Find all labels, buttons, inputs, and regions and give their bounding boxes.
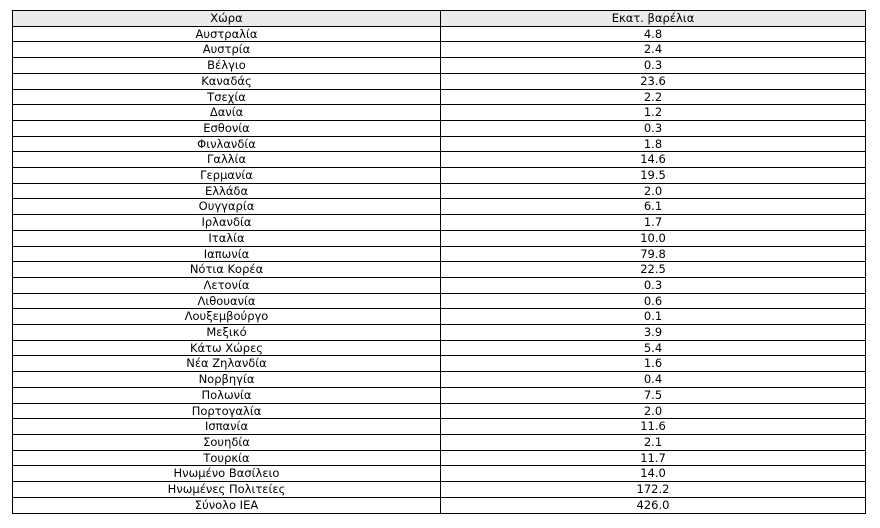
cell-country: Ουγγαρία [13,199,441,215]
table-row [13,466,866,482]
cell-country: Κάτω Χώρες [13,340,441,356]
table-row [13,73,866,89]
cell-country: Εσθονία [13,120,441,136]
cell-million-barrels: 14.0 [441,466,866,482]
table-row [13,497,866,513]
table-row [13,168,866,184]
cell-country: Ηνωμένες Πολιτείες [13,482,441,498]
cell-country: Πολωνία [13,387,441,403]
table-row [13,450,866,466]
column-header-million-barrels: Εκατ. βαρέλια [441,11,866,27]
data-table-container [12,10,865,514]
cell-country: Τουρκία [13,450,441,466]
cell-million-barrels: 3.9 [441,325,866,341]
table-row [13,387,866,403]
cell-country: Καναδάς [13,73,441,89]
cell-country: Σουηδία [13,434,441,450]
cell-country: Ισπανία [13,419,441,435]
cell-million-barrels: 7.5 [441,387,866,403]
column-header-country: Χώρα [13,11,441,27]
cell-country: Νορβηγία [13,372,441,388]
cell-million-barrels: 2.0 [441,403,866,419]
table-row [13,26,866,42]
cell-million-barrels: 1.2 [441,105,866,121]
cell-country: Φινλανδία [13,136,441,152]
table-header [13,11,866,27]
cell-million-barrels: 1.7 [441,215,866,231]
cell-million-barrels: 0.3 [441,58,866,74]
cell-country: Γαλλία [13,152,441,168]
cell-million-barrels: 0.1 [441,309,866,325]
cell-country: Γερμανία [13,168,441,184]
cell-country: Μεξικό [13,325,441,341]
cell-million-barrels: 23.6 [441,73,866,89]
table-row [13,277,866,293]
cell-million-barrels: 11.6 [441,419,866,435]
cell-million-barrels: 426.0 [441,497,866,513]
cell-country: Σύνολο ΙΕΑ [13,497,441,513]
cell-million-barrels: 19.5 [441,168,866,184]
cell-country: Λουξεμβούργο [13,309,441,325]
cell-million-barrels: 1.8 [441,136,866,152]
cell-country: Λετονία [13,277,441,293]
cell-million-barrels: 6.1 [441,199,866,215]
cell-country: Ηνωμένο Βασίλειο [13,466,441,482]
cell-country: Τσεχία [13,89,441,105]
cell-million-barrels: 1.6 [441,356,866,372]
table-row [13,293,866,309]
cell-million-barrels: 14.6 [441,152,866,168]
table-row [13,58,866,74]
cell-country: Πορτογαλία [13,403,441,419]
table-row [13,246,866,262]
table-row [13,403,866,419]
cell-million-barrels: 0.3 [441,277,866,293]
table-row [13,340,866,356]
table-row [13,325,866,341]
cell-country: Ιταλία [13,230,441,246]
data-table [12,10,866,514]
header-row [13,11,866,27]
cell-country: Νέα Ζηλανδία [13,356,441,372]
table-row [13,356,866,372]
cell-million-barrels: 2.2 [441,89,866,105]
cell-million-barrels: 0.3 [441,120,866,136]
table-row [13,89,866,105]
cell-million-barrels: 10.0 [441,230,866,246]
cell-million-barrels: 0.6 [441,293,866,309]
table-row [13,42,866,58]
table-row [13,215,866,231]
cell-million-barrels: 2.0 [441,183,866,199]
cell-million-barrels: 0.4 [441,372,866,388]
cell-country: Αυστραλία [13,26,441,42]
cell-million-barrels: 11.7 [441,450,866,466]
table-row [13,199,866,215]
cell-million-barrels: 79.8 [441,246,866,262]
table-row [13,262,866,278]
table-row [13,152,866,168]
cell-million-barrels: 22.5 [441,262,866,278]
table-row [13,105,866,121]
table-row [13,136,866,152]
table-row [13,309,866,325]
cell-million-barrels: 2.4 [441,42,866,58]
cell-country: Ιαπωνία [13,246,441,262]
cell-million-barrels: 4.8 [441,26,866,42]
cell-country: Ιρλανδία [13,215,441,231]
table-body [13,26,866,513]
cell-million-barrels: 172.2 [441,482,866,498]
cell-country: Λιθουανία [13,293,441,309]
cell-country: Δανία [13,105,441,121]
table-row [13,230,866,246]
cell-million-barrels: 5.4 [441,340,866,356]
table-row [13,434,866,450]
table-row [13,372,866,388]
cell-country: Αυστρία [13,42,441,58]
cell-country: Βέλγιο [13,58,441,74]
table-row [13,482,866,498]
cell-million-barrels: 2.1 [441,434,866,450]
cell-country: Νότια Κορέα [13,262,441,278]
table-row [13,120,866,136]
cell-country: Ελλάδα [13,183,441,199]
table-row [13,183,866,199]
table-row [13,419,866,435]
